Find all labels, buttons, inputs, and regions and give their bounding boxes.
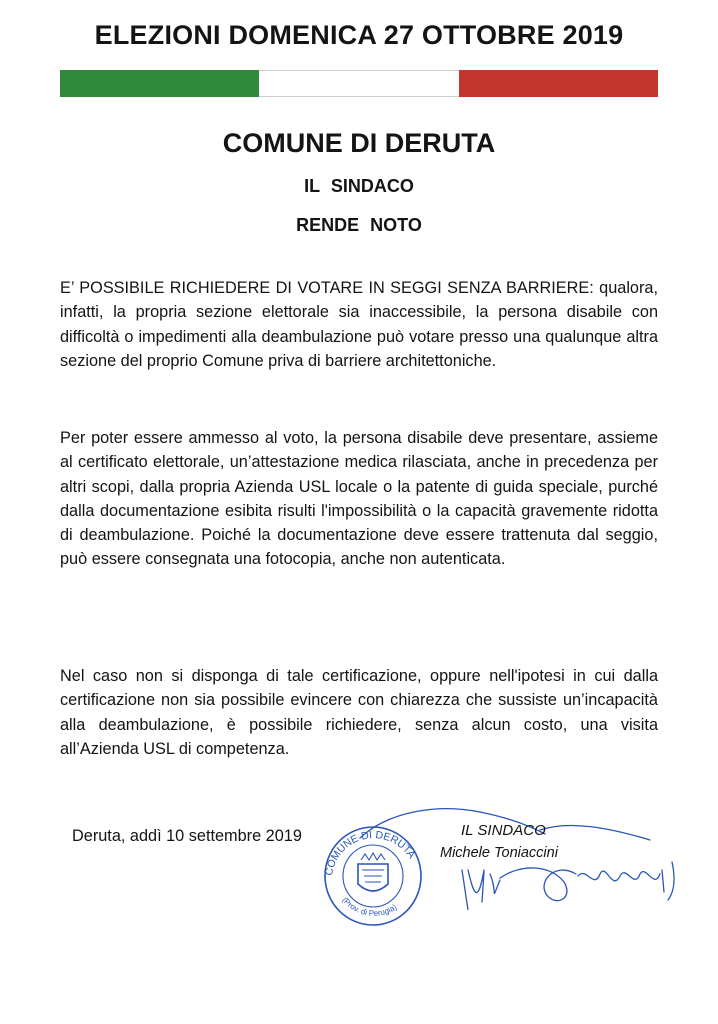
flag-red-stripe xyxy=(459,70,658,97)
flag-white-stripe xyxy=(259,70,458,97)
paragraph-admission-requirements: Per poter essere ammesso al voto, la persona disabile deve presentare, assieme al certificato elettorale, un’attestazione medica rilasciata, anche in precedenza per altri scopi, dalla propria Azienda USL locale o la patente di guida speciale, purché dalla documentazione esibita risulti l'impossibilità o la capacità gravemente ridotta di deambulazione. Poiché la documentazione deve essere trattenuta dal seggio, può essere consegnata una fotocopia, anche non autenticata. xyxy=(60,429,658,569)
stamp-text-bottom: (Prov. di Perugia) xyxy=(340,895,399,918)
notice-issuer: IL SINDACO xyxy=(304,176,414,196)
signature-name: Michele Toniaccini xyxy=(440,845,558,861)
paragraph-medical-visit: Nel caso non si disponga di tale certificazione, oppure nell'ipotesi in cui dalla certificazione non sia possibile evincere con chiarezza che sussiste un’incapacità alla deambulazione, è possibile richiedere, senza alcun costo, una visita all’Azienda USL di competenza. xyxy=(60,667,658,758)
signature-title: IL SINDACO xyxy=(461,822,546,839)
stamp-text-top: COMUNE DI DERUTA xyxy=(322,829,418,877)
italian-flag-bar xyxy=(60,70,658,97)
election-headline: ELEZIONI DOMENICA 27 OTTOBRE 2019 xyxy=(94,20,624,50)
notice-title: COMUNE DI DERUTA xyxy=(222,128,496,158)
place-and-date: Deruta, addì 10 settembre 2019 xyxy=(72,827,302,845)
notice-action: RENDE NOTO xyxy=(296,215,422,235)
paragraph-accessible-polling: E’ POSSIBILE RICHIEDERE DI VOTARE IN SEGGI SENZA BARRIERE: qualora, infatti, la propria sezione elettorale sia inaccessibile, la persona disabile con difficoltà o impedimenti alla deambulazione può votare presso una qualunque altra sezione del proprio Comune priva di barriere architettoniche. xyxy=(60,279,658,370)
flag-green-stripe xyxy=(60,70,259,97)
